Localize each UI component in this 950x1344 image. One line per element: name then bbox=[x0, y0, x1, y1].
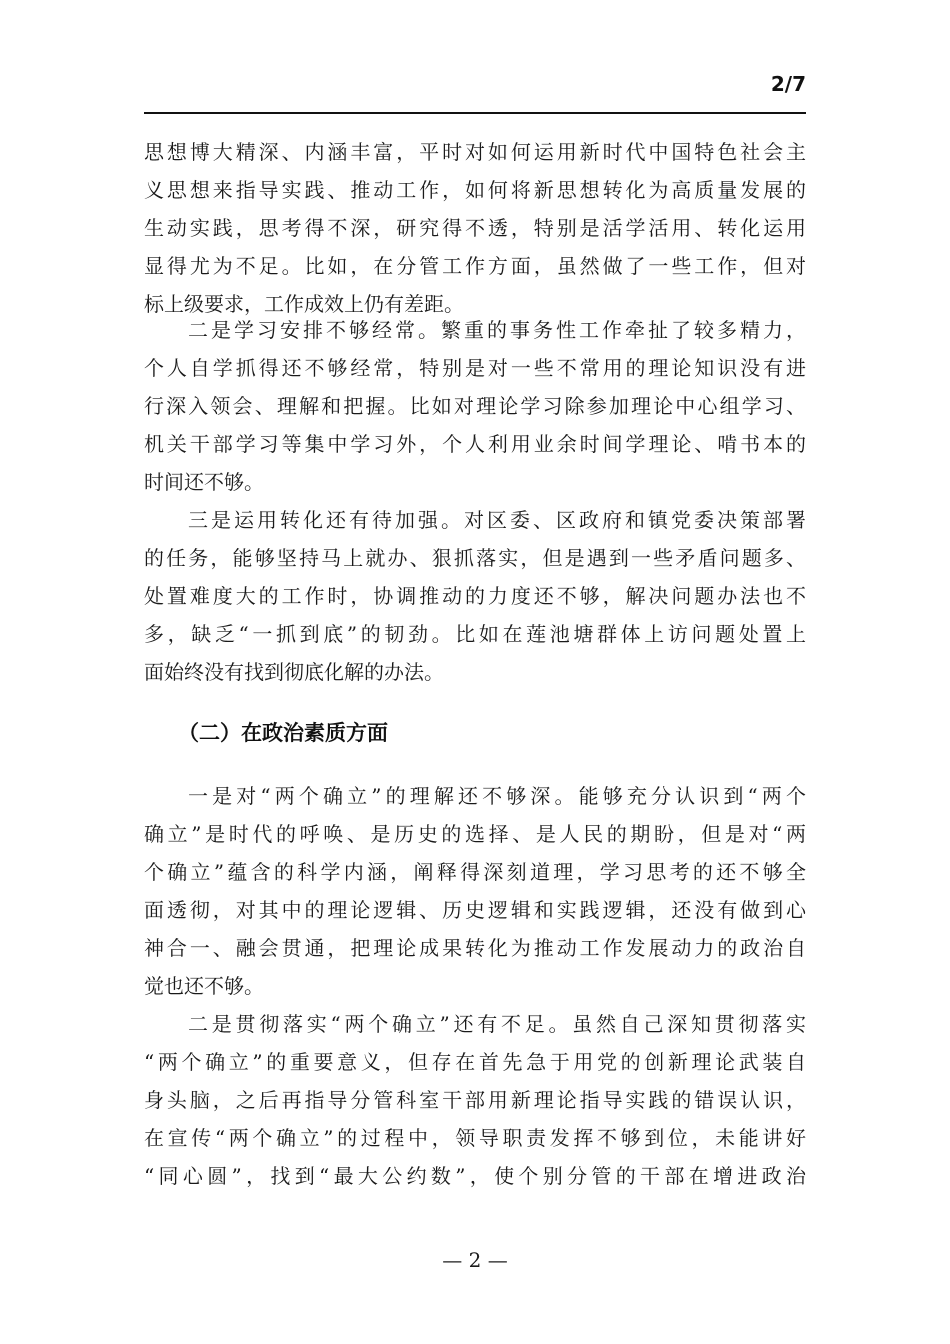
text-line: 时间还不够。 bbox=[144, 470, 264, 494]
text-line: 面透彻，对其中的理论逻辑、历史逻辑和实践逻辑，还没有做到心 bbox=[144, 898, 806, 922]
footer-page-number: — 2 — bbox=[442, 1248, 508, 1272]
text-line: 处置难度大的工作时，协调推动的力度还不够，解决问题办法也不 bbox=[144, 584, 806, 608]
text-line: 的任务，能够坚持马上就办、狠抓落实，但是遇到一些矛盾问题多、 bbox=[144, 546, 806, 570]
text-line: 生动实践，思考得不深，研究得不透，特别是活学活用、转化运用 bbox=[144, 216, 806, 240]
text-line: 确立”是时代的呼唤、是历史的选择、是人民的期盼，但是对“两 bbox=[144, 822, 806, 846]
section-heading: （二）在政治素质方面 bbox=[178, 721, 388, 745]
paragraph-3 bbox=[144, 501, 806, 691]
text-line: 多，缺乏“一抓到底”的韧劲。比如在莲池塘群体上访问题处置上 bbox=[144, 622, 806, 646]
paragraph-1 bbox=[144, 133, 806, 323]
header-rule bbox=[144, 112, 806, 114]
paragraph-4 bbox=[144, 777, 806, 1005]
text-line: 二是贯彻落实“两个确立”还有不足。虽然自己深知贯彻落实 bbox=[188, 1012, 806, 1036]
paragraph-5 bbox=[144, 1005, 806, 1195]
text-line: 显得尤为不足。比如，在分管工作方面，虽然做了一些工作，但对 bbox=[144, 254, 806, 278]
text-line: 标上级要求，工作成效上仍有差距。 bbox=[144, 292, 464, 316]
text-line: 觉也还不够。 bbox=[144, 974, 264, 998]
text-line: 神合一、融会贯通，把理论成果转化为推动工作发展动力的政治自 bbox=[144, 936, 806, 960]
text-line: 机关干部学习等集中学习外，个人利用业余时间学理论、啃书本的 bbox=[144, 432, 806, 456]
text-line: 在宣传“两个确立”的过程中，领导职责发挥不够到位，未能讲好 bbox=[144, 1126, 806, 1150]
text-line: “两个确立”的重要意义，但存在首先急于用党的创新理论武装自 bbox=[144, 1050, 806, 1074]
paragraph-2 bbox=[144, 311, 806, 501]
text-line: 面始终没有找到彻底化解的办法。 bbox=[144, 660, 444, 684]
text-line: 思想博大精深、内涵丰富，平时对如何运用新时代中国特色社会主 bbox=[144, 140, 806, 164]
text-line: 二是学习安排不够经常。繁重的事务性工作牵扯了较多精力， bbox=[188, 318, 806, 342]
text-line: 一是对“两个确立”的理解还不够深。能够充分认识到“两个 bbox=[188, 784, 806, 808]
text-line: 三是运用转化还有待加强。对区委、区政府和镇党委决策部署 bbox=[188, 508, 806, 532]
text-line: 身头脑，之后再指导分管科室干部用新理论指导实践的错误认识， bbox=[144, 1088, 806, 1112]
text-line: “同心圆”，找到“最大公约数”，使个别分管的干部在增进政治 bbox=[144, 1164, 806, 1188]
text-line: 个确立”蕴含的科学内涵，阐释得深刻道理，学习思考的还不够全 bbox=[144, 860, 806, 884]
text-line: 行深入领会、理解和把握。比如对理论学习除参加理论中心组学习、 bbox=[144, 394, 806, 418]
text-line: 个人自学抓得还不够经常，特别是对一些不常用的理论知识没有进 bbox=[144, 356, 806, 380]
page-indicator: 2/7 bbox=[770, 72, 806, 96]
text-line: 义思想来指导实践、推动工作，如何将新思想转化为高质量发展的 bbox=[144, 178, 806, 202]
